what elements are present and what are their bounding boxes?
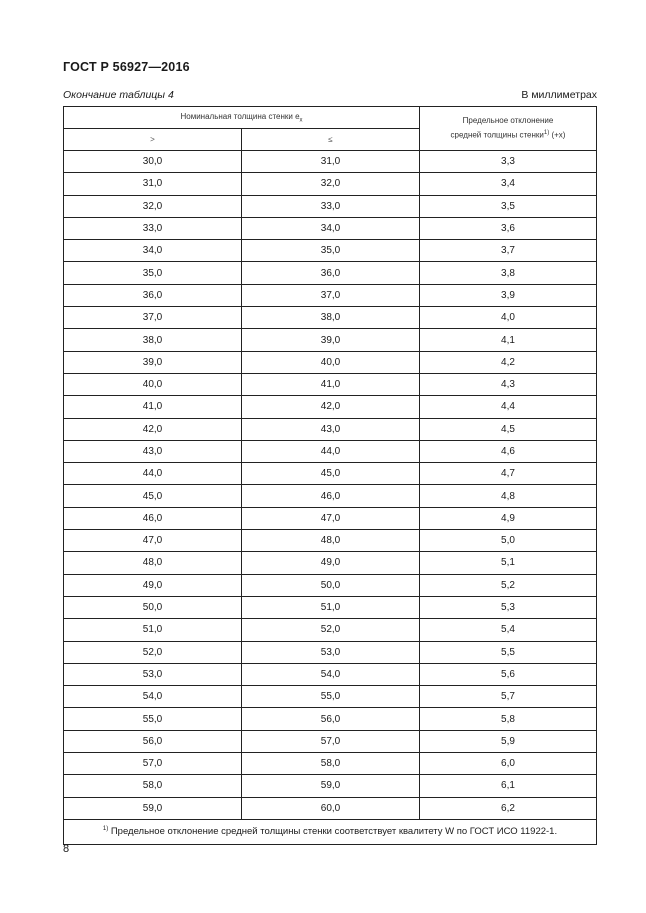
deviation-cell: 4,4 xyxy=(420,396,597,418)
min-thickness-cell: 45,0 xyxy=(64,485,242,507)
deviation-cell: 5,1 xyxy=(420,552,597,574)
deviation-cell: 5,2 xyxy=(420,574,597,596)
deviation-cell: 3,7 xyxy=(420,240,597,262)
max-thickness-cell: 56,0 xyxy=(242,708,420,730)
deviation-cell: 3,6 xyxy=(420,217,597,239)
min-thickness-cell: 35,0 xyxy=(64,262,242,284)
table-row xyxy=(64,217,597,239)
max-thickness-cell: 60,0 xyxy=(242,797,420,819)
deviation-cell: 5,9 xyxy=(420,730,597,752)
min-thickness-cell: 42,0 xyxy=(64,418,242,440)
min-thickness-cell: 32,0 xyxy=(64,195,242,217)
deviation-cell: 3,4 xyxy=(420,173,597,195)
deviation-cell: 5,8 xyxy=(420,708,597,730)
table-row xyxy=(64,730,597,752)
max-thickness-cell: 53,0 xyxy=(242,641,420,663)
max-thickness-cell: 52,0 xyxy=(242,619,420,641)
deviation-footnote-ref: 1) xyxy=(543,130,550,137)
deviation-cell: 5,7 xyxy=(420,686,597,708)
min-thickness-cell: 53,0 xyxy=(64,663,242,685)
table-row xyxy=(64,329,597,351)
max-thickness-cell: 36,0 xyxy=(242,262,420,284)
table-row xyxy=(64,507,597,529)
min-thickness-cell: 44,0 xyxy=(64,463,242,485)
deviation-cell: 5,3 xyxy=(420,596,597,618)
table-row xyxy=(64,663,597,685)
max-thickness-cell: 32,0 xyxy=(242,173,420,195)
deviation-cell: 4,2 xyxy=(420,351,597,373)
page-number: 8 xyxy=(63,843,70,855)
min-thickness-cell: 55,0 xyxy=(64,708,242,730)
min-thickness-cell: 57,0 xyxy=(64,753,242,775)
min-thickness-cell: 33,0 xyxy=(64,217,242,239)
deviation-header-line2: средней толщины стенки xyxy=(450,130,544,140)
footnote-row xyxy=(64,819,597,844)
deviation-cell: 4,6 xyxy=(420,440,597,462)
max-thickness-cell: 44,0 xyxy=(242,440,420,462)
deviation-cell: 6,0 xyxy=(420,753,597,775)
table-row xyxy=(64,195,597,217)
max-thickness-cell: 50,0 xyxy=(242,574,420,596)
data-table xyxy=(63,106,597,845)
less-equal-header: ≤ xyxy=(242,129,420,151)
min-thickness-cell: 34,0 xyxy=(64,240,242,262)
deviation-cell: 4,7 xyxy=(420,463,597,485)
max-thickness-cell: 34,0 xyxy=(242,217,420,239)
max-thickness-cell: 31,0 xyxy=(242,151,420,173)
deviation-cell: 6,2 xyxy=(420,797,597,819)
table-row xyxy=(64,552,597,574)
deviation-cell: 3,9 xyxy=(420,284,597,306)
table-row xyxy=(64,418,597,440)
min-thickness-cell: 37,0 xyxy=(64,307,242,329)
table-row xyxy=(64,396,597,418)
max-thickness-cell: 39,0 xyxy=(242,329,420,351)
min-thickness-cell: 48,0 xyxy=(64,552,242,574)
max-thickness-cell: 59,0 xyxy=(242,775,420,797)
max-thickness-cell: 41,0 xyxy=(242,373,420,395)
table-caption: Окончание таблицы 4 xyxy=(63,89,174,101)
deviation-cell: 4,0 xyxy=(420,307,597,329)
deviation-cell: 4,1 xyxy=(420,329,597,351)
min-thickness-cell: 46,0 xyxy=(64,507,242,529)
min-thickness-cell: 58,0 xyxy=(64,775,242,797)
min-thickness-cell: 43,0 xyxy=(64,440,242,462)
deviation-cell: 4,8 xyxy=(420,485,597,507)
deviation-cell: 5,5 xyxy=(420,641,597,663)
min-thickness-cell: 31,0 xyxy=(64,173,242,195)
max-thickness-cell: 49,0 xyxy=(242,552,420,574)
max-thickness-cell: 57,0 xyxy=(242,730,420,752)
table-row xyxy=(64,596,597,618)
table-row xyxy=(64,373,597,395)
max-thickness-cell: 33,0 xyxy=(242,195,420,217)
nominal-thickness-subscript: x xyxy=(299,117,303,124)
deviation-header-tail: (+x) xyxy=(551,130,566,140)
deviation-cell: 5,4 xyxy=(420,619,597,641)
document-code: ГОСТ Р 56927—2016 xyxy=(63,60,190,74)
table-body xyxy=(64,151,597,820)
max-thickness-cell: 43,0 xyxy=(242,418,420,440)
deviation-cell: 5,6 xyxy=(420,663,597,685)
table-row xyxy=(64,753,597,775)
table-row xyxy=(64,797,597,819)
table-row xyxy=(64,619,597,641)
max-thickness-cell: 37,0 xyxy=(242,284,420,306)
max-thickness-cell: 51,0 xyxy=(242,596,420,618)
footnote-text: Предельное отклонение средней толщины стенки соответствует квалитету W по ГОСТ ИСО 11922-1. xyxy=(108,826,558,838)
table-row xyxy=(64,641,597,663)
units-label: В миллиметрах xyxy=(521,89,597,101)
table-row xyxy=(64,307,597,329)
footnote-cell xyxy=(64,819,597,844)
min-thickness-cell: 30,0 xyxy=(64,151,242,173)
table-row xyxy=(64,262,597,284)
deviation-header-line1: Предельное отклонение xyxy=(462,116,554,126)
table-row xyxy=(64,240,597,262)
max-thickness-cell: 42,0 xyxy=(242,396,420,418)
max-thickness-cell: 35,0 xyxy=(242,240,420,262)
table-row xyxy=(64,351,597,373)
min-thickness-cell: 59,0 xyxy=(64,797,242,819)
deviation-cell: 3,3 xyxy=(420,151,597,173)
footnote-mark: 1) xyxy=(102,826,109,833)
max-thickness-cell: 48,0 xyxy=(242,530,420,552)
max-thickness-cell: 46,0 xyxy=(242,485,420,507)
table-row xyxy=(64,708,597,730)
table-row xyxy=(64,173,597,195)
max-thickness-cell: 55,0 xyxy=(242,686,420,708)
min-thickness-cell: 49,0 xyxy=(64,574,242,596)
min-thickness-cell: 36,0 xyxy=(64,284,242,306)
min-thickness-cell: 50,0 xyxy=(64,596,242,618)
min-thickness-cell: 38,0 xyxy=(64,329,242,351)
deviation-header xyxy=(420,107,597,151)
deviation-cell: 3,5 xyxy=(420,195,597,217)
table-row xyxy=(64,284,597,306)
deviation-cell: 6,1 xyxy=(420,775,597,797)
deviation-cell: 4,3 xyxy=(420,373,597,395)
table-row xyxy=(64,440,597,462)
nominal-thickness-header xyxy=(64,107,420,129)
table-row xyxy=(64,485,597,507)
max-thickness-cell: 54,0 xyxy=(242,663,420,685)
max-thickness-cell: 38,0 xyxy=(242,307,420,329)
deviation-cell: 4,5 xyxy=(420,418,597,440)
table-row xyxy=(64,530,597,552)
min-thickness-cell: 40,0 xyxy=(64,373,242,395)
deviation-cell: 3,8 xyxy=(420,262,597,284)
max-thickness-cell: 47,0 xyxy=(242,507,420,529)
min-thickness-cell: 47,0 xyxy=(64,530,242,552)
table-row xyxy=(64,574,597,596)
max-thickness-cell: 40,0 xyxy=(242,351,420,373)
min-thickness-cell: 51,0 xyxy=(64,619,242,641)
min-thickness-cell: 56,0 xyxy=(64,730,242,752)
deviation-cell: 4,9 xyxy=(420,507,597,529)
min-thickness-cell: 41,0 xyxy=(64,396,242,418)
table-row xyxy=(64,686,597,708)
table-row xyxy=(64,775,597,797)
min-thickness-cell: 39,0 xyxy=(64,351,242,373)
table-row xyxy=(64,151,597,173)
min-thickness-cell: 52,0 xyxy=(64,641,242,663)
max-thickness-cell: 45,0 xyxy=(242,463,420,485)
deviation-cell: 5,0 xyxy=(420,530,597,552)
max-thickness-cell: 58,0 xyxy=(242,753,420,775)
nominal-thickness-label: Номинальная толщина стенки e xyxy=(180,111,300,121)
greater-than-header: > xyxy=(64,129,242,151)
table-row xyxy=(64,463,597,485)
min-thickness-cell: 54,0 xyxy=(64,686,242,708)
